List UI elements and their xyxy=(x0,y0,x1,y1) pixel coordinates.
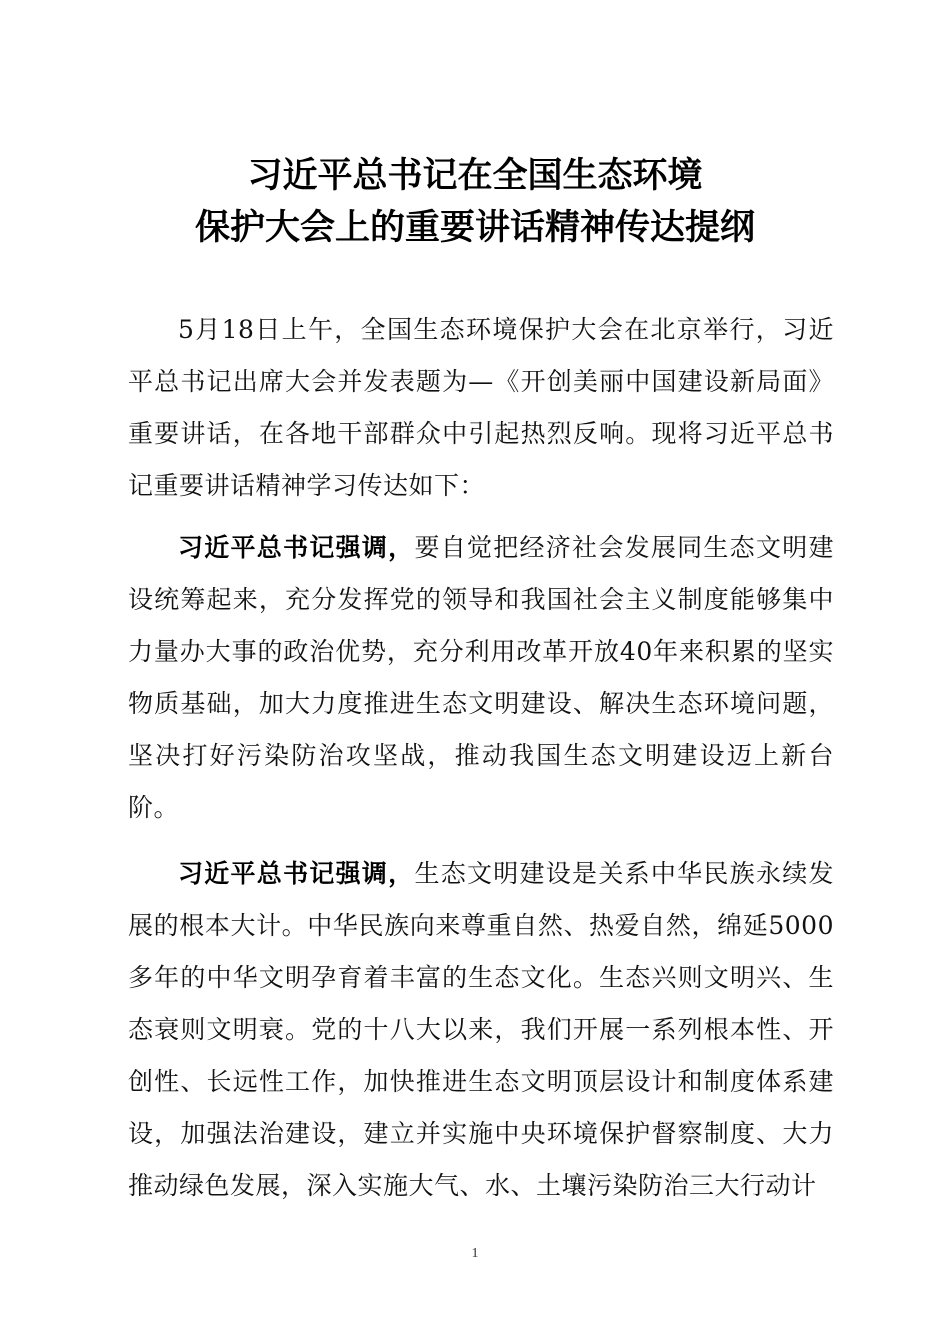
paragraph-emphasis-2 xyxy=(128,848,834,1212)
document-body xyxy=(128,304,834,1226)
paragraph-intro-text: 5月18日上午，全国生态环境保护大会在北京举行，习近平总书记出席大会并发表题为—《开创美丽中国建设新局面》重要讲话，在各地干部群众中引起热烈反响。现将习近平总书记重要讲话精神学习传达如下： xyxy=(128,315,834,500)
paragraph-emphasis-1-lead: 习近平总书记强调， xyxy=(178,533,415,562)
paragraph-intro xyxy=(128,304,834,512)
title-line-2: 保护大会上的重要讲话精神传达提纲 xyxy=(194,208,755,248)
paragraph-emphasis-1-text: 要自觉把经济社会发展同生态文明建设统筹起来，充分发挥党的领导和我国社会主义制度能够集中力量办大事的政治优势，充分利用改革开放40年来积累的坚实物质基础，加大力度推进生态文明建设、解决生态环境问题，坚决打好污染防治攻坚战，推动我国生态文明建设迈上新台阶。 xyxy=(128,533,834,822)
title-line-1: 习近平总书记在全国生态环境 xyxy=(247,156,703,196)
paragraph-emphasis-1 xyxy=(128,522,834,834)
paragraph-emphasis-2-text: 生态文明建设是关系中华民族永续发展的根本大计。中华民族向来尊重自然、热爱自然，绵延5000多年的中华文明孕育着丰富的生态文化。生态兴则文明兴、生态衰则文明衰。党的十八大以来，我们开展一系列根本性、开创性、长远性工作，加快推进生态文明顶层设计和制度体系建设，加强法治建设，建立并实施中央环境保护督察制度、大力推动绿色发展，深入实施大气、水、土壤污染防治三大行动计 xyxy=(128,859,834,1200)
paragraph-emphasis-2-lead: 习近平总书记强调， xyxy=(178,859,415,888)
document-title xyxy=(0,150,950,254)
page-number: 1 xyxy=(471,1246,479,1261)
